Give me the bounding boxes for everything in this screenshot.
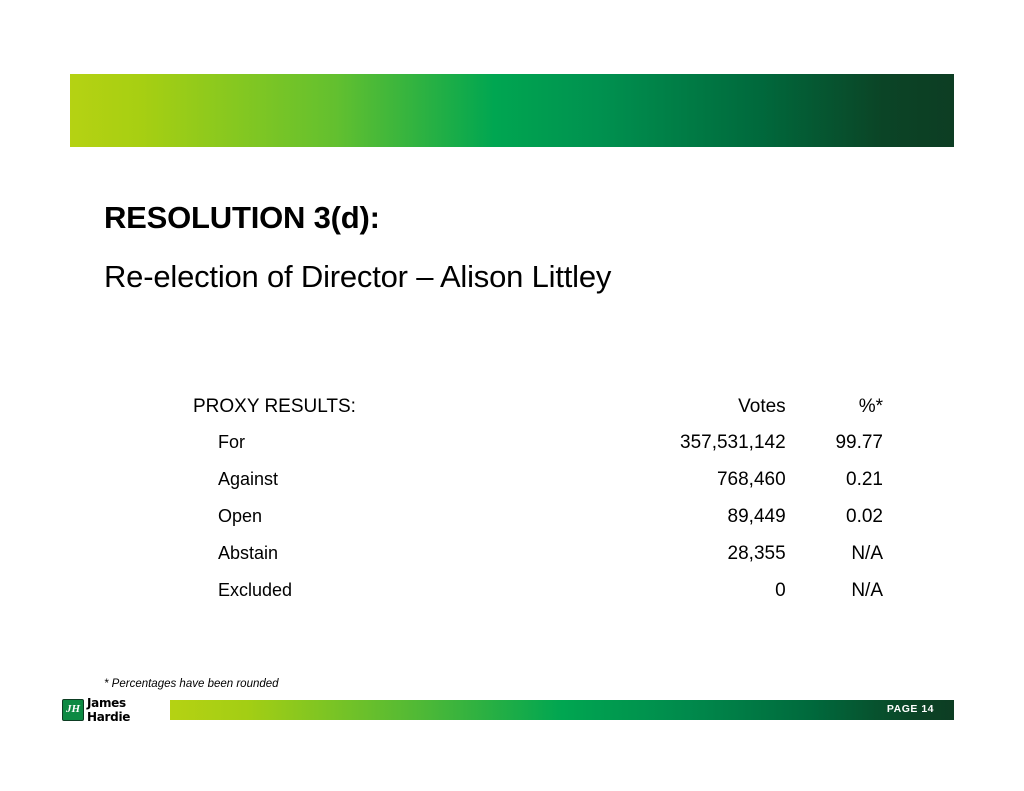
james-hardie-mark-icon (62, 699, 84, 721)
row-label: Abstain (218, 543, 279, 563)
page-subtitle: Re-election of Director – Alison Littley (104, 259, 612, 294)
row-percent: N/A (851, 543, 883, 564)
table-row (193, 432, 883, 469)
row-votes: 28,355 (727, 543, 786, 564)
logo-wordmark: James Hardie (87, 696, 131, 724)
header-gradient-band (70, 74, 954, 147)
table-row (193, 543, 883, 580)
row-label: Open (218, 506, 263, 526)
table-header-votes: Votes (738, 396, 786, 417)
logo-mark-text: JH (65, 703, 81, 715)
row-label: Against (218, 469, 279, 489)
row-percent: 0.21 (846, 469, 883, 490)
table-header-label: PROXY RESULTS: (193, 396, 356, 417)
row-percent: N/A (851, 580, 883, 601)
table-row (193, 506, 883, 543)
row-votes: 768,460 (716, 469, 786, 490)
proxy-results-table (193, 396, 883, 617)
title-block (104, 198, 954, 299)
row-votes: 357,531,142 (680, 432, 786, 453)
row-label: Excluded (218, 580, 293, 600)
table-header-percent: %* (858, 396, 883, 417)
footnote: * Percentages have been rounded (104, 678, 279, 690)
row-votes: 0 (775, 580, 786, 601)
table-row (193, 469, 883, 506)
row-votes: 89,449 (727, 506, 786, 527)
row-percent: 99.77 (835, 432, 883, 453)
page-number: PAGE 14 (886, 703, 934, 715)
page-title: RESOLUTION 3(d): (104, 200, 380, 235)
row-percent: 0.02 (846, 506, 883, 527)
company-logo (62, 696, 170, 724)
row-label: For (218, 432, 245, 452)
table-row (193, 580, 883, 617)
table-header-row (193, 396, 883, 432)
footer-gradient-band (170, 700, 954, 720)
